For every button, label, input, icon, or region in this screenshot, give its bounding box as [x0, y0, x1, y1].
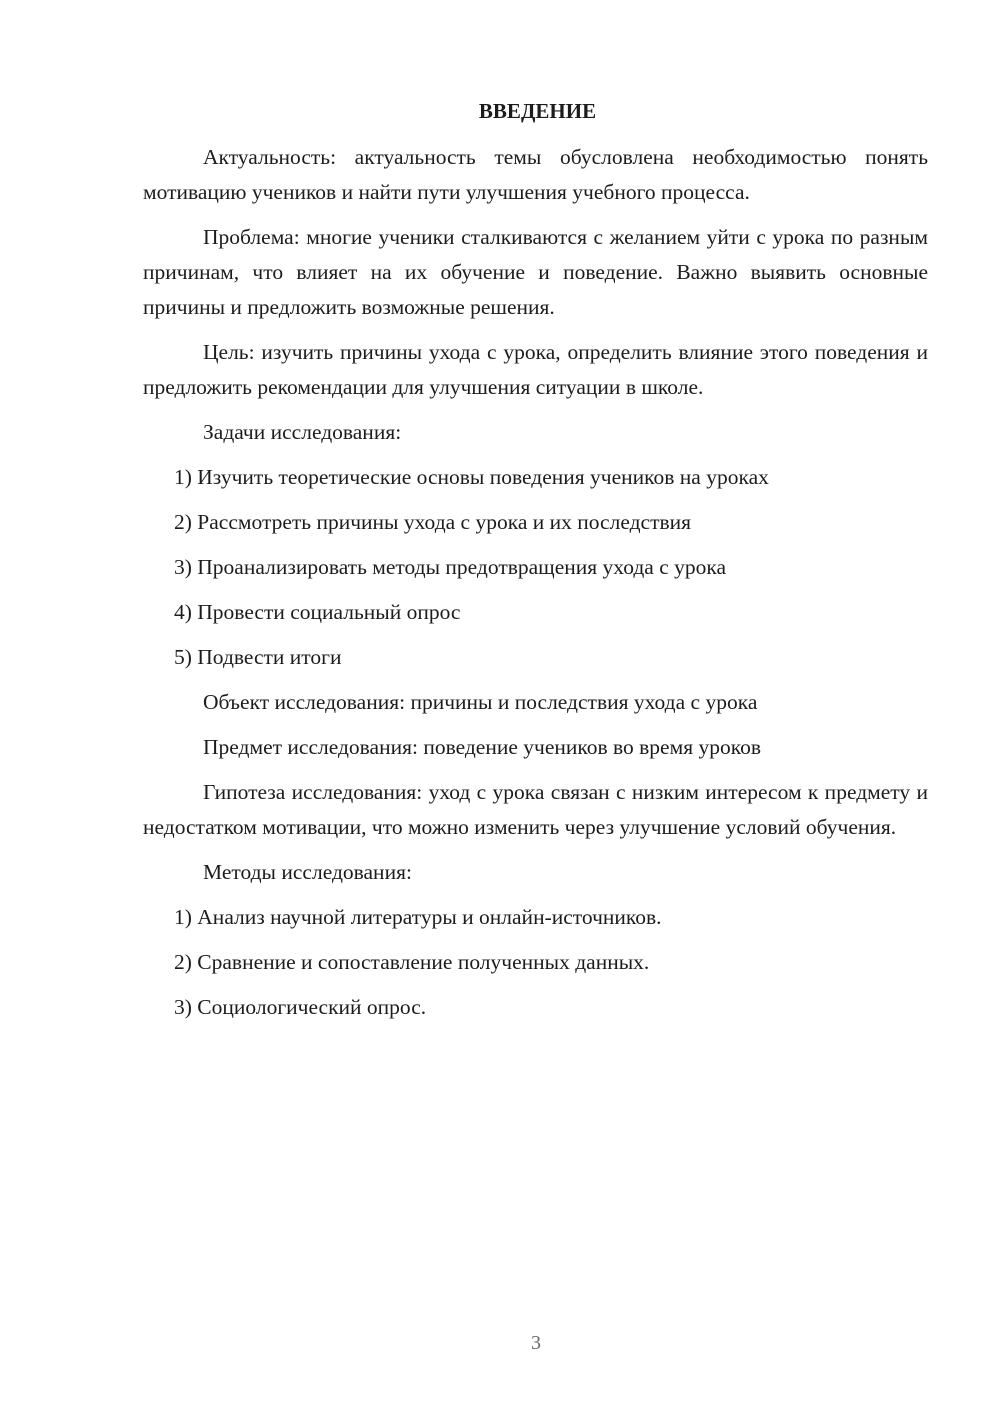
task-item: 5) Подвести итоги	[174, 645, 342, 669]
task-item: 4) Провести социальный опрос	[174, 600, 461, 624]
method-item: 3) Социологический опрос.	[174, 995, 427, 1019]
hypothesis-paragraph: Гипотеза исследования: уход с урока связан с низким интересом к предмету и недостатком мотивации, что можно изменить через улучшение условий обучения.	[143, 780, 928, 839]
method-item: 2) Сравнение и сопоставление полученных данных.	[174, 950, 650, 974]
problem-paragraph: Проблема: многие ученики сталкиваются с желанием уйти с урока по разным причинам, что влияет на их обучение и поведение. Важно выявить основные причины и предложить возможные решения.	[143, 225, 928, 319]
page-content	[143, 96, 928, 1035]
method-item: 1) Анализ научной литературы и онлайн-источников.	[174, 905, 662, 929]
task-item: 2) Рассмотреть причины ухода с урока и их последствия	[174, 510, 692, 534]
subject-paragraph: Предмет исследования: поведение учеников во время уроков	[203, 735, 761, 759]
task-item: 3) Проанализировать методы предотвращения ухода с урока	[174, 555, 727, 579]
task-item: 1) Изучить теоретические основы поведения учеников на уроках	[174, 465, 769, 489]
relevance-paragraph: Актуальность: актуальность темы обусловлена необходимостью понять мотивацию учеников и найти пути улучшения учебного процесса.	[143, 145, 928, 204]
goal-paragraph: Цель: изучить причины ухода с урока, определить влияние этого поведения и предложить рекомендации для улучшения ситуации в школе.	[143, 340, 928, 399]
object-paragraph: Объект исследования: причины и последствия ухода с урока	[203, 690, 758, 714]
methods-heading: Методы исследования:	[203, 860, 412, 884]
page-title: ВВЕДЕНИЕ	[478, 99, 597, 123]
tasks-heading: Задачи исследования:	[203, 420, 402, 444]
page-number: 3	[531, 1332, 541, 1354]
